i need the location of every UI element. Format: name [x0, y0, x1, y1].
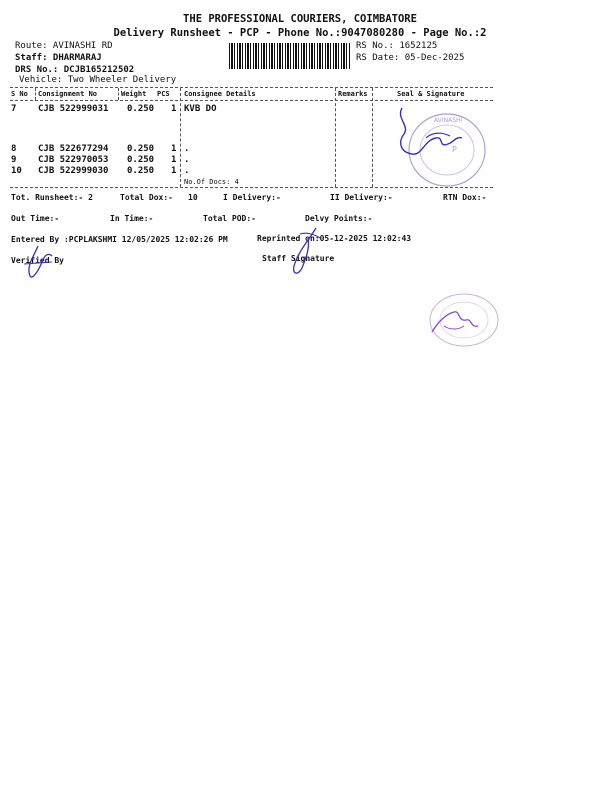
verified-signature-image — [22, 244, 62, 284]
staff-signature-label: Staff Signature — [262, 254, 335, 263]
col-header-sno: S No — [11, 90, 28, 98]
row-consignment: CJB 522999030 — [38, 166, 109, 176]
svg-text:P: P — [452, 145, 457, 154]
total-pod: Total POD:- — [203, 214, 256, 223]
drs-label: DRS No.: DCJB165212502 — [15, 65, 135, 75]
table-top-rule — [10, 87, 493, 88]
row-weight: 0.250 — [127, 166, 155, 176]
col-header-pcs: PCS — [157, 90, 170, 98]
reprinted-on: Reprinted on:05-12-2025 12:02:43 — [257, 234, 412, 243]
row-details: . — [184, 166, 190, 176]
row-sno: 7 — [11, 104, 17, 114]
out-time: Out Time:- — [11, 214, 60, 223]
delvy-points: Delvy Points:- — [305, 214, 373, 223]
row-pcs: 1 — [171, 166, 177, 176]
seal-stamp-image — [392, 108, 502, 198]
tot-runsheet: Tot. Runsheet:- 2 — [11, 193, 93, 202]
barcode-image — [229, 43, 351, 69]
col-header-seal: Seal & Signature — [397, 90, 465, 98]
col-header-remarks: Remarks — [338, 90, 368, 98]
row-sno: 9 — [11, 155, 17, 165]
rs-date: RS Date: 05-Dec-2025 — [356, 53, 465, 63]
total-dox-label: Total Dox:- — [120, 193, 173, 202]
col-divider — [372, 88, 373, 187]
row-pcs: 1 — [171, 155, 177, 165]
ii-delivery: II Delivery:- — [330, 193, 393, 202]
staff-label: Staff: DHARMARAJ — [15, 53, 102, 63]
row-weight: 0.250 — [127, 104, 155, 114]
row-weight: 0.250 — [127, 155, 155, 165]
col-header-consignment: Consignment No — [38, 90, 98, 98]
col-divider — [180, 88, 181, 187]
row-consignment: CJB 522999031 — [38, 104, 109, 114]
svg-text:AVINASHI: AVINASHI — [434, 117, 463, 124]
company-title: THE PROFESSIONAL COURIERS, COIMBATORE — [183, 13, 417, 25]
row-consignment: CJB 522677294 — [38, 144, 109, 154]
col-header-consignee: Consignee Details — [184, 90, 256, 98]
row-pcs: 1 — [171, 144, 177, 154]
entered-by: Entered By :PCPLAKSHMI 12/05/2025 12:02:26 PM — [11, 235, 228, 244]
total-dox-value: 10 — [188, 193, 198, 202]
route-label: Route: AVINASHI RD — [15, 41, 113, 51]
vehicle-label: Vehicle: Two Wheeler Delivery — [19, 75, 177, 85]
col-divider — [35, 88, 36, 100]
row-consignment: CJB 522970053 — [38, 155, 109, 165]
i-delivery: I Delivery:- — [223, 193, 281, 202]
verified-by-label: Verified By — [11, 256, 64, 265]
col-divider — [118, 88, 119, 100]
row-sno: 10 — [11, 166, 22, 176]
staff-signature-image — [286, 224, 336, 284]
no-of-docs: No.Of Docs: 4 — [184, 178, 239, 186]
table-header-rule — [10, 100, 493, 101]
in-time: In Time:- — [110, 214, 154, 223]
row-pcs: 1 — [171, 104, 177, 114]
lower-stamp-image — [424, 292, 504, 352]
rtn-dox: RTN Dox:- — [443, 193, 487, 202]
rs-number: RS No.: 1652125 — [356, 41, 438, 51]
runsheet-subtitle: Delivery Runsheet - PCP - Phone No.:9047080280 - Page No.:2 — [113, 27, 487, 39]
col-divider — [335, 88, 336, 187]
row-weight: 0.250 — [127, 144, 155, 154]
row-sno: 8 — [11, 144, 17, 154]
row-details: KVB DO — [184, 104, 217, 114]
row-details: . — [184, 155, 190, 165]
col-header-weight: Weight — [121, 90, 147, 98]
row-details: . — [184, 144, 190, 154]
